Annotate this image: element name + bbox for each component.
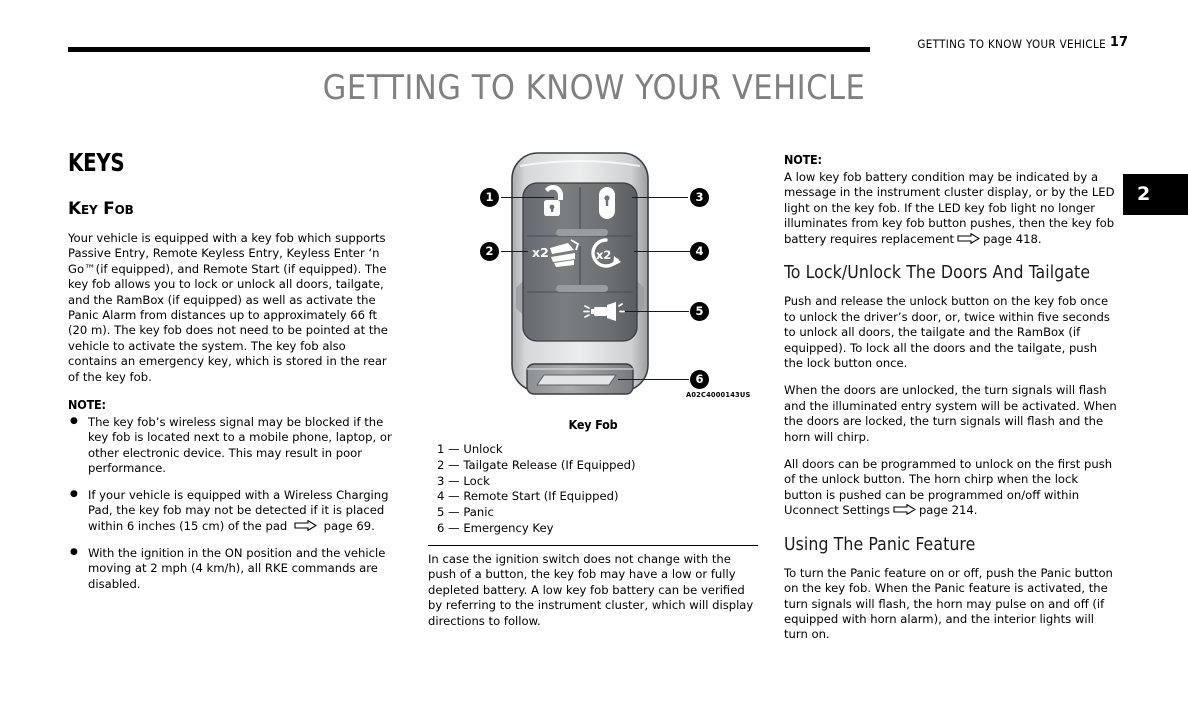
svg-text:x2: x2 [532,245,549,260]
right-column [784,150,1118,655]
list-item [68,488,398,535]
legend-item: 3 — Lock [437,473,490,488]
leader-line [634,251,692,252]
key-fob-figure [428,140,758,415]
key-fob-intro-paragraph: Your vehicle is equipped with a key fob which supports Passive Entry, Remote Keyless Entry, Keyless Enter ‘n Go™(if equipped), and Remote Start (if equipped). The key fob allows you to lock or unlock all doors, tailgate, and the RamBox (if equipped) as well as activate the Panic Alarm from distances up to approximately 66 ft (20 m). The key fob does not need to be pointed at the vehicle to activate the system. The key fob also contains an emergency key, which is stored in the rear of the key fob. [68,231,388,384]
legend-note-text: In case the ignition switch does not change with the push of a button, the key fob may have a low or fully depleted battery. A low key fob battery can be verified by referring to the instrument cluster, which will display directions to follow. [428,552,754,628]
note-text: With the ignition in the ON position and the vehicle moving at 2 mph (4 km/h), all RKE commands are disabled. [88,545,386,591]
callout-marker-5: 5 [690,302,709,321]
left-notes-list [68,415,398,592]
leader-line [501,197,554,198]
chapter-tab-number: 2 [1137,183,1151,205]
callout-marker-2: 2 [480,242,499,261]
paragraph-text: All doors can be programmed to unlock on the first push of the unlock button. The horn chirp when the lock button is pushed can be programmed on/off within Uconnect Settings [784,456,1113,518]
key-fob-illustration [428,140,758,415]
legend-note-block [428,552,758,629]
chapter-tab-marker [1123,174,1188,215]
page-reference-arrow-icon [294,520,317,535]
legend-item: 4 — Remote Start (If Equipped) [437,489,619,504]
lock-unlock-paragraph-3 [784,457,1118,520]
leader-line [501,251,528,252]
header-divider-rule [68,47,870,52]
leader-line [632,197,688,198]
leader-line [625,311,689,312]
battery-note-paragraph [784,170,1118,248]
svg-text:x2: x2 [596,248,612,262]
left-column [68,150,398,603]
heading-using-panic-feature: Using The Panic Feature [784,534,976,555]
page-reference-arrow-icon [893,504,916,519]
leader-line [618,379,689,380]
page-reference-arrow-icon [957,233,980,248]
section-title-keys: KEYS [68,148,125,177]
note-label-left: NOTE: [68,397,106,413]
running-header-title: GETTING TO KNOW YOUR VEHICLE [917,37,1106,51]
lock-unlock-paragraph-2: When the doors are unlocked, the turn signals will flash and the illuminated entry system will be activated. When the doors are locked, the turn signals will flash and the horn will chirp. [784,383,1117,444]
heading-lock-unlock-doors: To Lock/Unlock The Doors And Tailgate [784,263,1091,284]
page-reference-text[interactable]: page 69. [323,518,375,533]
callout-marker-3: 3 [690,188,709,207]
figure-legend [428,442,758,537]
list-item [68,546,398,592]
legend-item: 5 — Panic [437,505,494,520]
figure-part-number: A02C4000143US [686,390,751,399]
legend-item: 6 — Emergency Key [437,520,554,535]
callout-marker-4: 4 [690,242,709,261]
note-text: If your vehicle is equipped with a Wireless Charging Pad, the key fob may not be detected if it is placed within 6 inches (15 cm) of the pad [88,487,389,533]
legend-divider-rule [428,545,758,546]
legend-item: 1 — Unlock [437,442,503,456]
note-text: The key fob’s wireless signal may be blocked if the key fob is located next to a mobile phone, laptop, or other electronic device. This may result in poor performance. [88,415,392,476]
page-reference-text[interactable]: page 418. [983,231,1042,246]
legend-item: 2 — Tailgate Release (If Equipped) [437,457,636,472]
panic-feature-paragraph: To turn the Panic feature on or off, push the Panic button on the key fob. When the Panic feature is activated, the turn signals will flash, the horn may pulse on and off (if equipped with horn alarm), and the interior lights will turn on. [784,565,1113,642]
figure-caption: Key Fob [568,417,618,432]
lock-padlock-icon [599,187,615,219]
page-number: 17 [1109,35,1128,50]
list-item [68,415,398,477]
page-title: GETTING TO KNOW YOUR VEHICLE [322,68,866,108]
lock-unlock-paragraph-1: Push and release the unlock button on the key fob once to unlock the driver’s door, or, twice within five seconds to unlock all doors, the tailgate and the RamBox (if equipped). To lock all the doors and the tailgate, push the lock button once. [784,294,1110,370]
callout-marker-1: 1 [480,188,499,207]
callout-marker-6: 6 [690,370,709,389]
subsection-title-key-fob: Key Fob [68,199,134,219]
battery-note-text: A low key fob battery condition may be indicated by a message in the instrument cluster display, or by the LED light on the key fob. If the LED key fob light no longer illuminates from key fob button pushes, then the key fob battery requires replacement [784,170,1115,246]
note-label-right: NOTE: [784,152,822,167]
page-reference-text[interactable]: page 214. [918,503,978,518]
